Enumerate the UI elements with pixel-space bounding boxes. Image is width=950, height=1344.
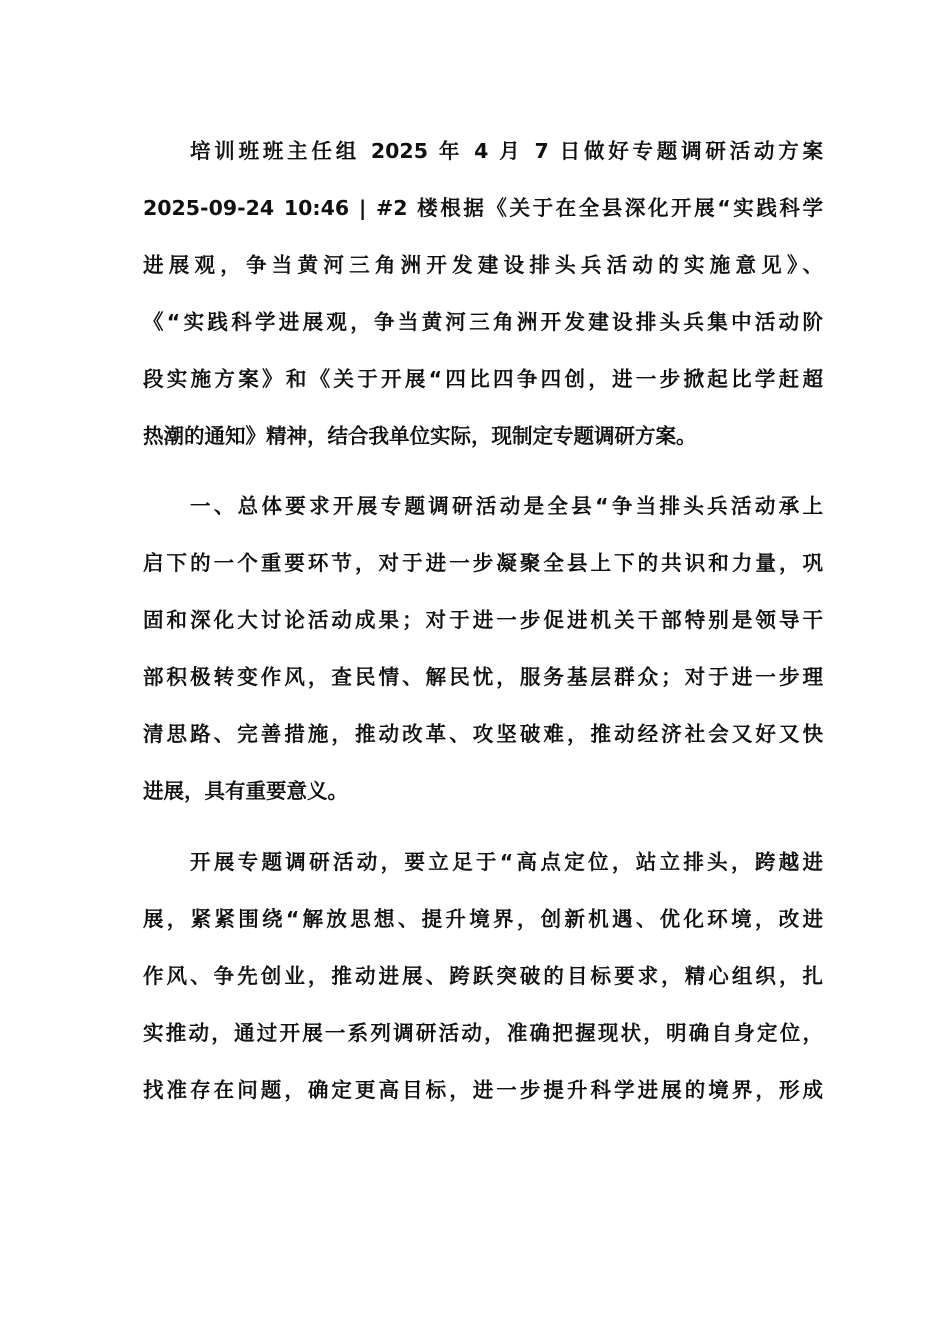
paragraph-1-line-6: 热潮的通知》精神，结合我单位实际，现制定专题调研方案。 xyxy=(143,424,697,448)
paragraph-1-line-2: 2025-09-24 10:46 | #2 楼根据《关于在全县深化开展“实践科学 xyxy=(143,196,823,220)
paragraph-3-line-2: 展，紧紧围绕“解放思想、提升境界，创新机遇、优化环境，改进 xyxy=(143,907,823,931)
paragraph-2-line-1: 一、总体要求开展专题调研活动是全县“争当排头兵活动承上 xyxy=(190,494,823,518)
paragraph-3-line-5: 找准存在问题，确定更高目标，进一步提升科学进展的境界，形成 xyxy=(143,1078,823,1102)
paragraph-2-line-3: 固和深化大讨论活动成果；对于进一步促进机关干部特别是领导干 xyxy=(143,608,823,632)
paragraph-1-line-1: 培训班班主任组 2025 年 4 月 7 日做好专题调研活动方案 xyxy=(190,139,823,163)
paragraph-3-line-3: 作风、争先创业，推动进展、跨跃突破的目标要求，精心组织，扎 xyxy=(143,964,823,988)
paragraph-1-line-4: 《“实践科学进展观，争当黄河三角洲开发建设排头兵集中活动阶 xyxy=(143,310,823,334)
paragraph-2-line-5: 清思路、完善措施，推动改革、攻坚破难，推动经济社会又好又快 xyxy=(143,722,823,746)
paragraph-2-line-2: 启下的一个重要环节，对于进一步凝聚全县上下的共识和力量，巩 xyxy=(143,551,823,575)
paragraph-3-line-1: 开展专题调研活动，要立足于“高点定位，站立排头，跨越进 xyxy=(190,850,823,874)
paragraph-1-line-5: 段实施方案》和《关于开展“四比四争四创，进一步掀起比学赶超 xyxy=(143,367,823,391)
paragraph-1-line-3: 进展观，争当黄河三角洲开发建设排头兵活动的实施意见》、 xyxy=(143,253,823,277)
paragraph-2-line-4: 部积极转变作风，查民情、解民忧，服务基层群众；对于进一步理 xyxy=(143,665,823,689)
paragraph-2-line-6: 进展，具有重要意义。 xyxy=(143,779,348,803)
paragraph-3-line-4: 实推动，通过开展一系列调研活动，准确把握现状，明确自身定位， xyxy=(143,1021,823,1045)
